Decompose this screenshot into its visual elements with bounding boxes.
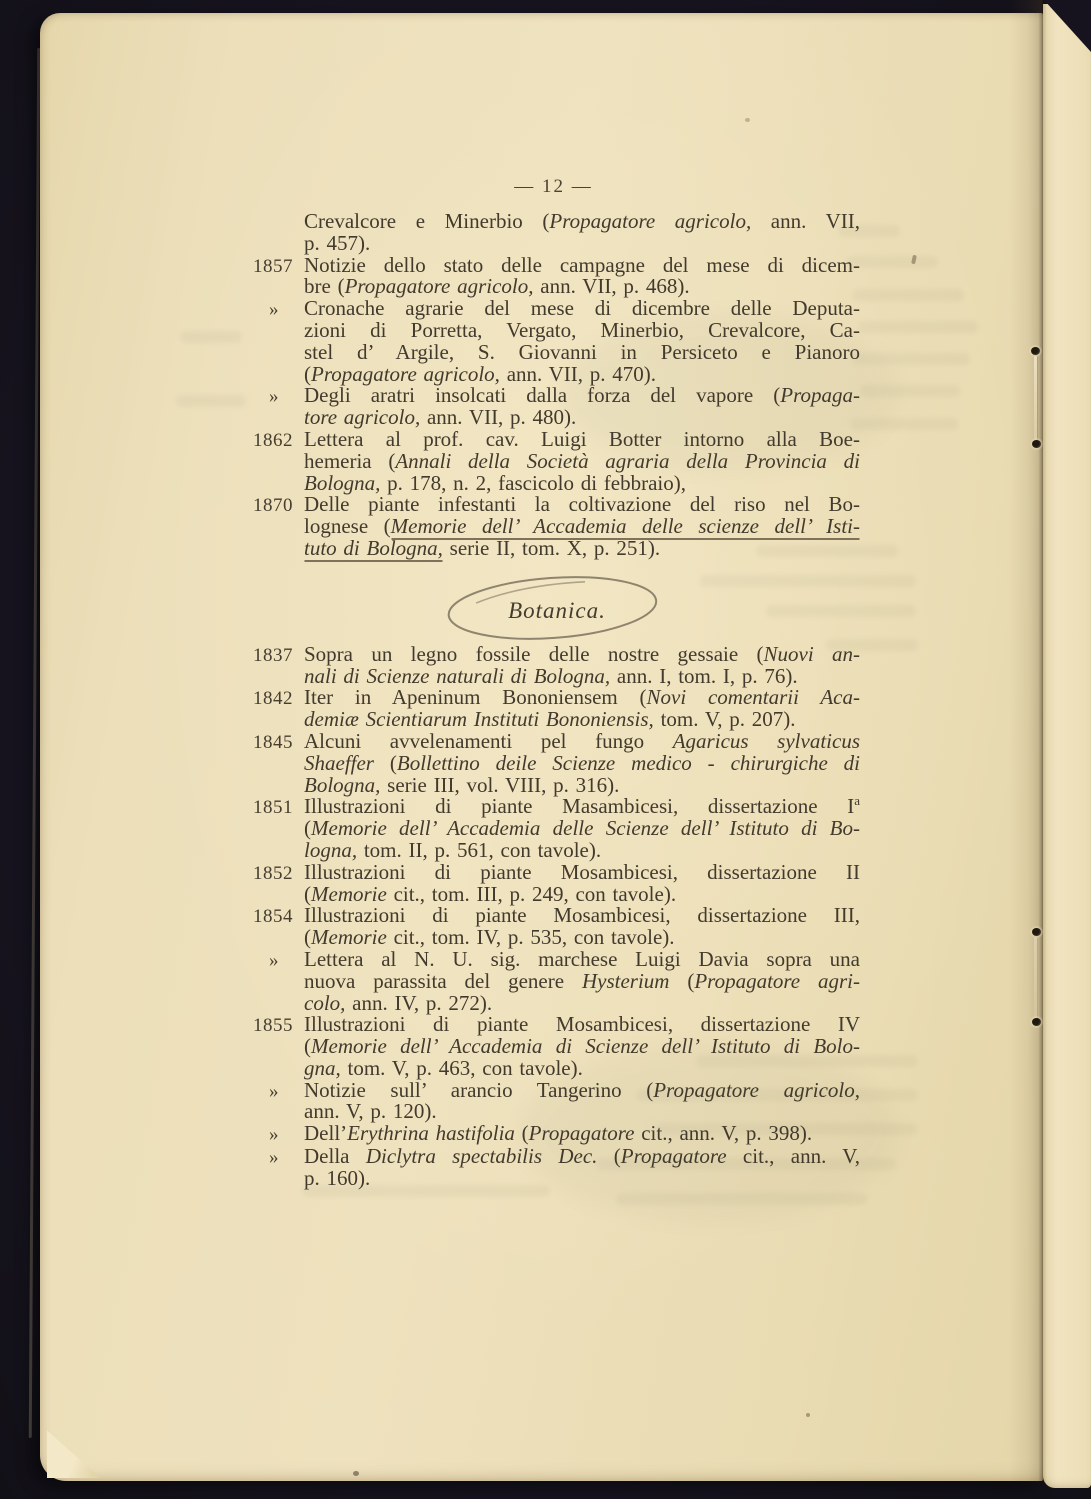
- bibliography-entry: [247, 252, 860, 299]
- italic-citation-text: Propagatore: [528, 1121, 635, 1146]
- pencil-underlined-text: tuto di Bologna,: [304, 535, 443, 560]
- italic-citation-text: Agaricus sylvaticus: [672, 728, 860, 753]
- italic-citation-text: Hysterium: [581, 968, 670, 993]
- entry-text: p. 160).: [304, 1165, 371, 1190]
- stitching-hole: [1031, 347, 1040, 355]
- entry-text: Della: [304, 1144, 366, 1169]
- bleedthrough-mark: [616, 1193, 868, 1205]
- entry-lines: [304, 1077, 860, 1124]
- entry-line: [304, 818, 860, 840]
- entry-text: Notizie dello stato delle campagne del mese di dicem-: [304, 252, 860, 277]
- superscript-ordinal: a: [854, 793, 860, 809]
- bibliography-entry: [247, 728, 860, 797]
- italic-citation-text: Memorie: [311, 881, 387, 906]
- entry-text: (: [597, 1144, 621, 1169]
- entry-lines: [304, 728, 860, 797]
- entry-text: (: [304, 881, 311, 906]
- entry-line: [304, 641, 860, 666]
- entry-lines: [304, 211, 860, 255]
- entry-text: ann. VII,: [751, 209, 861, 233]
- entry-lines: [304, 252, 860, 299]
- bleedthrough-mark: [852, 353, 970, 365]
- entry-year: »: [269, 1147, 279, 1169]
- entry-line: [304, 1146, 860, 1168]
- entry-text: serie III, vol. VIII, p. 316).: [380, 772, 620, 797]
- entry-text: Dell’: [304, 1121, 348, 1146]
- bleedthrough-mark: [858, 321, 978, 333]
- entry-text: Sopra un legno fossile delle nostre gessaie (: [304, 641, 764, 666]
- entry-text: hemeria (: [304, 448, 396, 473]
- entry-text: ann. IV, p. 272).: [345, 990, 493, 1015]
- entry-text: (: [304, 361, 311, 386]
- entry-line: [304, 1165, 860, 1190]
- book-page: [40, 13, 1043, 1481]
- entry-year: »: [269, 1124, 279, 1146]
- italic-citation-text: Propagatore agricolo,: [653, 1077, 860, 1102]
- bibliography-entry: [247, 905, 860, 949]
- entry-line: [304, 1077, 860, 1102]
- italic-citation-text: demiæ Scientiarum Instituti Bononiensis,: [304, 707, 654, 732]
- entry-year: 1862: [253, 429, 293, 451]
- entry-line: [304, 448, 860, 473]
- entry-text: ann. VII, p. 480).: [420, 405, 577, 430]
- bibliography-entry: [247, 687, 860, 731]
- italic-citation-text: Erythrina hastifolia: [347, 1121, 515, 1146]
- entry-text: cit., ann. V,: [726, 1144, 861, 1169]
- entry-line: [304, 663, 860, 688]
- entry-year: 1854: [253, 906, 293, 928]
- entry-text: bre (: [304, 274, 345, 299]
- bibliography-entry: [247, 494, 860, 559]
- entry-year: [247, 211, 304, 255]
- bibliography-entry: [247, 641, 860, 688]
- entry-text: cit., tom. IV, p. 535, con tavole).: [386, 925, 675, 950]
- entry-line: [304, 687, 860, 709]
- entry-text: p. 178, n. 2, fascicolo di febbraio),: [380, 470, 687, 495]
- entry-line: [304, 1055, 860, 1080]
- stitching-hole: [1032, 928, 1041, 936]
- entry-line: [304, 276, 860, 298]
- italic-citation-text: Propaga-: [780, 383, 860, 408]
- entry-text: nuova parassita del genere: [304, 968, 582, 993]
- entry-text: Crevalcore e Minerbio (: [304, 209, 550, 233]
- entry-lines: [304, 426, 860, 495]
- entry-line: [304, 927, 860, 949]
- entry-text: stel d’ Argile, S. Giovanni in Persiceto e Pianoro: [304, 339, 860, 364]
- entry-line: [304, 1014, 860, 1036]
- entry-text: Illustrazioni di piante Mosambicesi, dissertazione II: [304, 859, 860, 884]
- entry-lines: [304, 687, 860, 731]
- bibliography-entry: [247, 298, 860, 385]
- next-page-edge: [1043, 4, 1091, 1488]
- italic-citation-text: logna,: [304, 837, 358, 862]
- entry-text: (: [304, 1034, 311, 1059]
- entry-lines: [304, 905, 860, 949]
- entry-text: Cronache agrarie del mese di dicembre delle Deputa-: [304, 296, 860, 321]
- entry-line: [304, 881, 860, 906]
- entry-lines: [304, 494, 860, 559]
- italic-citation-text: colo,: [304, 990, 346, 1015]
- pencil-underlined-text: Memorie dell’ Accademia delle scienze dell’ Isti-: [390, 514, 860, 539]
- entry-text: ann. VII, p. 468).: [533, 274, 690, 299]
- entry-line: [304, 494, 860, 516]
- entry-line: [304, 317, 860, 342]
- italic-citation-text: Novi comentarii Aca-: [646, 685, 860, 710]
- entry-line: [304, 470, 860, 495]
- entry-text: (: [304, 925, 311, 950]
- italic-citation-text: Propagatore agricolo,: [549, 209, 752, 233]
- entry-lines: [304, 298, 860, 385]
- entry-line: [304, 837, 860, 862]
- entry-text: ann. VII, p. 470).: [499, 361, 657, 386]
- entry-line: [304, 426, 860, 451]
- bleedthrough-mark: [852, 289, 964, 301]
- entry-text: Alcuni avvelenamenti pel fungo: [304, 728, 673, 753]
- entry-lines: [304, 385, 860, 429]
- entry-lines: [304, 1123, 860, 1146]
- page-fold: [1009, 0, 1043, 1481]
- entry-line: [304, 750, 860, 775]
- entry-text: Illustrazioni di piante Masambicesi, dissertazione I: [304, 794, 855, 819]
- entry-line: [304, 905, 860, 927]
- entry-text: tom. V, p. 207).: [653, 707, 796, 732]
- entry-text: Illustrazioni di piante Mosambicesi, dissertazione IV: [304, 1012, 860, 1037]
- entry-line: [304, 230, 860, 255]
- entry-year: 1845: [253, 731, 293, 753]
- entry-year: 1851: [253, 797, 293, 819]
- bibliography-entry: [247, 859, 860, 906]
- stitching-thread: [1034, 356, 1037, 440]
- entry-text: cit., ann. V, p. 398).: [634, 1121, 813, 1146]
- entry-line: [304, 709, 860, 731]
- entry-year: 1870: [253, 495, 293, 517]
- italic-citation-text: Memorie: [311, 925, 387, 950]
- entry-year: »: [269, 386, 279, 408]
- bibliography-entry: [247, 385, 860, 429]
- page-corner-curl: [47, 1424, 133, 1478]
- entry-lines: [304, 793, 860, 862]
- entry-year: 1852: [253, 862, 293, 884]
- entry-line: [304, 211, 860, 233]
- italic-citation-text: Nuovi an-: [763, 641, 860, 666]
- entry-year: »: [269, 949, 279, 971]
- entry-text: ann. I, tom. I, p. 76).: [610, 663, 798, 688]
- bibliography-entry: [247, 946, 860, 1015]
- entry-year: 1857: [253, 255, 293, 277]
- bleedthrough-mark: [860, 385, 960, 397]
- entry-lines: [304, 1014, 860, 1079]
- bibliography-entry: [247, 1077, 860, 1124]
- entry-text: ann. V, p. 120).: [304, 1099, 437, 1124]
- entry-lines: [304, 859, 860, 906]
- italic-citation-text: Bologna,: [304, 470, 381, 495]
- entry-text: Lettera al N. U. sig. marchese Luigi Davia sopra una: [304, 946, 860, 971]
- italic-citation-text: Annali della Società agraria della Provincia di: [395, 448, 860, 473]
- entry-line: [304, 990, 860, 1015]
- entry-line: [304, 407, 860, 429]
- section-heading-wrap: [279, 596, 835, 626]
- bibliography-continued-section: [247, 211, 860, 560]
- bleedthrough-mark: [180, 331, 242, 343]
- entry-lines: [304, 641, 860, 688]
- stitching-hole: [1032, 1018, 1041, 1026]
- bleedthrough-mark: [176, 395, 246, 407]
- bibliography-entry: [247, 1123, 860, 1146]
- entry-text: serie II, tom. X, p. 251).: [442, 535, 661, 560]
- italic-citation-text: Bologna,: [304, 772, 381, 797]
- italic-citation-text: nali di Scienze naturali di Bologna,: [304, 663, 611, 688]
- paper-speck: [745, 118, 750, 122]
- entry-text: Degli aratri insolcati dalla forza del vapore (: [304, 383, 781, 408]
- bibliography-botanica-section: [247, 641, 861, 1190]
- italic-citation-text: Propagatore agricolo,: [311, 361, 500, 386]
- entry-text: (: [373, 750, 397, 775]
- page-stack-edge: [29, 48, 40, 1438]
- entry-text: cit., tom. III, p. 249, con tavole).: [386, 881, 677, 906]
- entry-text: Delle piante infestanti la coltivazione del riso nel Bo-: [304, 492, 860, 517]
- bibliography-entry: [247, 426, 860, 495]
- bibliography-entry: [247, 1014, 860, 1079]
- paper-speck: [806, 1413, 810, 1417]
- bibliography-entry: [247, 793, 860, 862]
- entry-line: [304, 1123, 860, 1145]
- section-heading-botanica: Botanica.: [508, 597, 606, 623]
- page-number: — 12 —: [514, 176, 593, 197]
- italic-citation-text: Propagatore: [620, 1144, 727, 1169]
- italic-citation-text: Shaeffer: [304, 750, 374, 775]
- entry-text: Iter in Apeninum Bononiensem (: [304, 685, 647, 710]
- entry-text: p. 457).: [304, 230, 371, 255]
- entry-text: (: [304, 816, 311, 841]
- italic-citation-text: gna,: [304, 1055, 341, 1080]
- entry-line: [304, 793, 860, 819]
- entry-line: [304, 728, 860, 753]
- page-content: [247, 176, 860, 1190]
- entry-line: [304, 968, 860, 993]
- entry-line: [304, 339, 860, 364]
- entry-line: [304, 385, 860, 407]
- italic-citation-text: Memorie dell’ Accademia delle Scienze dell’ Istituto di Bo-: [311, 816, 860, 841]
- entry-lines: [304, 946, 860, 1015]
- entry-line: [304, 252, 860, 277]
- entry-line: [304, 1036, 860, 1058]
- entry-text: Illustrazioni di piante Mosambicesi, dissertazione III,: [304, 903, 860, 928]
- italic-citation-text: tore agricolo,: [304, 405, 421, 430]
- entry-year: »: [269, 299, 279, 321]
- entry-year: 1837: [253, 644, 293, 666]
- entry-text: Notizie sull’ arancio Tangerino (: [304, 1077, 654, 1102]
- entry-year: »: [269, 1080, 279, 1102]
- bibliography-entry: [247, 1146, 860, 1190]
- entry-text: Lettera al prof. cav. Luigi Botter intorno alla Boe-: [304, 426, 860, 451]
- entry-line: [304, 298, 860, 320]
- entry-text: (: [514, 1121, 529, 1146]
- entry-line: [304, 361, 860, 386]
- italic-citation-text: Memorie dell’ Accademia di Scienze dell’ Istituto di Bolo-: [311, 1034, 860, 1059]
- stitching-thread: [1034, 937, 1037, 1019]
- italic-citation-text: Propagatore agricolo,: [344, 274, 534, 299]
- entry-text: zioni di Porretta, Vergato, Minerbio, Crevalcore, Ca-: [304, 317, 860, 342]
- entry-year: 1842: [253, 688, 293, 710]
- entry-line: [304, 1101, 860, 1123]
- entry-text: (: [669, 968, 695, 993]
- entry-year: 1855: [253, 1015, 293, 1037]
- paper-speck: [353, 1471, 359, 1476]
- entry-line: [304, 535, 860, 560]
- stitching-hole: [1032, 440, 1041, 448]
- entry-text: tom. II, p. 561, con tavole).: [357, 837, 602, 862]
- entry-lines: [304, 1146, 860, 1190]
- entry-text: tom. V, p. 463, con tavole).: [340, 1055, 583, 1080]
- entry-line: [304, 859, 860, 884]
- italic-citation-text: Bollettino deile Scienze medico - chirurgiche di: [396, 750, 860, 775]
- italic-citation-text: Propagatore agri-: [694, 968, 860, 993]
- italic-citation-text: Diclytra spectabilis Dec.: [365, 1144, 598, 1169]
- bleedthrough-mark: [850, 418, 958, 430]
- entry-line: [304, 516, 860, 538]
- entry-text: lognese (: [304, 514, 391, 539]
- entry-line: [304, 946, 860, 971]
- bibliography-entry: [247, 211, 860, 255]
